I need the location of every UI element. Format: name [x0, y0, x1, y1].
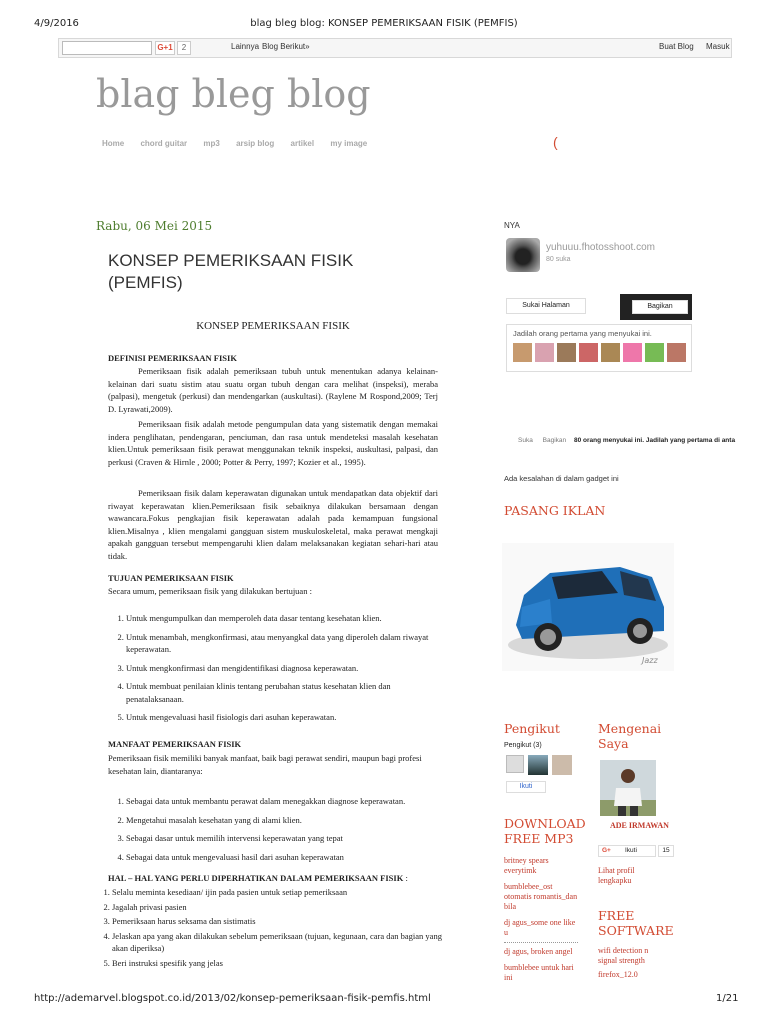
- print-page-title: blag bleg blog: KONSEP PEMERIKSAAN FISIK (PEMFIS): [250, 18, 518, 29]
- tab-my-image[interactable]: my image: [330, 139, 368, 148]
- tab-home[interactable]: Home: [102, 139, 125, 148]
- fb-strip-share[interactable]: Bagikan: [542, 437, 567, 444]
- list-item: 2. Jagalah privasi pasien: [112, 901, 454, 914]
- post-date: Rabu, 06 Mei 2015: [96, 219, 213, 233]
- follower-avatar[interactable]: [528, 755, 548, 775]
- list-item: 3. Pemeriksaan harus seksama dan sistimatis: [112, 915, 454, 928]
- fb-friend-avatars: [513, 343, 686, 362]
- friend-avatar[interactable]: [667, 343, 686, 362]
- software-link[interactable]: wifi detection n signal strength: [598, 946, 649, 965]
- list-item: 4. Jelaskan apa yang akan dilakukan sebelum pemeriksaan (tujuan, kegunaan, cara dan bagian yang akan diperiksa): [112, 930, 454, 955]
- list-item: 5. Beri instruksi spesifik yang jelas: [112, 957, 454, 970]
- sign-in-link[interactable]: Masuk: [706, 42, 730, 51]
- gplus-count: 2: [177, 41, 191, 55]
- list-item: 5. Untuk mengevaluasi hasil fisiologis dari asuhan keperawatan.: [126, 711, 438, 724]
- software-link[interactable]: firefox_12.0: [598, 970, 638, 979]
- list-item: 2. Mengetahui masalah kesehatan yang di alami klien.: [126, 814, 438, 827]
- followers-heading: Pengikut: [504, 721, 560, 736]
- follower-avatar[interactable]: [506, 755, 524, 773]
- author-follow-label: Ikuti: [625, 847, 637, 854]
- svg-text:Jazz: Jazz: [642, 656, 658, 665]
- author-name[interactable]: ADE IRMAWAN: [610, 821, 669, 830]
- print-date: 4/9/2016: [34, 18, 79, 29]
- fb-share-button[interactable]: Bagikan: [632, 300, 688, 314]
- gplus-icon: G+: [602, 847, 611, 854]
- profile-link[interactable]: Lihat profil lengkapku: [598, 866, 635, 885]
- post-title[interactable]: KONSEP PEMERIKSAAN FISIK (PEMFIS): [108, 251, 354, 292]
- about-heading: Mengenai Saya: [598, 721, 662, 751]
- author-photo[interactable]: [600, 760, 656, 816]
- download-link[interactable]: britney spears everytimk: [504, 856, 549, 875]
- free-software-list: [598, 946, 664, 980]
- create-blog-link[interactable]: Buat Blog: [659, 42, 694, 51]
- tab-extra: (: [553, 134, 558, 150]
- fb-like-page-button[interactable]: Sukai Halaman: [506, 298, 586, 314]
- print-url: http://ademarvel.blogspot.co.id/2013/02/konsep-pemeriksaan-fisik-pemfis.html: [34, 993, 431, 1004]
- hal-heading-line: [108, 872, 468, 885]
- download-link[interactable]: bumblebee_ost otomatis romantis_dan bila: [504, 882, 578, 911]
- tab-mp3[interactable]: mp3: [203, 139, 220, 148]
- list-item: 3. Untuk mengkonfirmasi dan mengidentifikasi diagnosa keperawatan.: [126, 662, 438, 675]
- fb-first-like-text: Jadilah orang pertama yang menyukai ini.: [513, 329, 652, 338]
- author-gplus-follow[interactable]: [598, 845, 656, 857]
- friend-avatar[interactable]: [623, 343, 642, 362]
- gadget-error: Ada kesalahan di dalam gadget ini: [504, 474, 619, 483]
- tujuan-list: [108, 612, 438, 730]
- list-item: 1. Untuk mengumpulkan dan memperoleh data dasar tentang kesehatan klien.: [126, 612, 438, 625]
- free-software-heading: FREE SOFTWARE: [598, 908, 674, 938]
- list-item: 3. Sebagai dasar untuk memilih intervensi keperawatan yang tepat: [126, 832, 438, 845]
- more-link[interactable]: Lainnya: [231, 42, 260, 51]
- gplus-button[interactable]: G+1: [155, 41, 175, 55]
- fb-friends-box: [506, 324, 692, 372]
- download-link[interactable]: bumblebee untuk hari ini: [504, 963, 574, 982]
- print-page-number: 1/21: [716, 993, 739, 1004]
- follower-avatars: [506, 755, 572, 775]
- fb-strip-like[interactable]: Suka: [518, 437, 533, 444]
- download-link[interactable]: dj agus, broken angel: [504, 947, 573, 956]
- fb-strip: [518, 437, 735, 444]
- friend-avatar[interactable]: [579, 343, 598, 362]
- page-tabs: [102, 139, 381, 148]
- hal-list: [94, 886, 454, 969]
- fb-page-likes: 80 suka: [546, 256, 571, 263]
- download-mp3-heading: DOWNLOAD FREE MP3: [504, 816, 586, 846]
- fb-strip-count: 80 orang menyukai ini. Jadilah yang pertama di anta: [573, 437, 736, 444]
- tab-arsip-blog[interactable]: arsip blog: [236, 139, 275, 148]
- friend-avatar[interactable]: [513, 343, 532, 362]
- car-ad-image[interactable]: [502, 543, 674, 671]
- sidebar-nya: NYA: [504, 221, 520, 230]
- followers-count: Pengikut (3): [504, 742, 542, 749]
- manfaat-intro: Pemeriksaan fisik memiliki banyak manfaat, baik bagi perawat sendiri, maupun bagi profesi kesehatan lain, diantaranya:: [108, 753, 422, 776]
- blogger-navbar: [58, 38, 732, 58]
- definition-paragraph-1: Pemeriksaan fisik adalah pemeriksaan tubuh untuk menentukan adanya kelainan-kelainan dari suatu sistim atau suatu organ tubuh dengan cara melihat (inspeksi), meraba (palpasi), mengetuk (perkusi) dan mendengarkan (auskultasi). (Raylene M Rospond,2009; Terj D. Lyrawati,2009).: [108, 366, 438, 414]
- manfaat-heading: MANFAAT PEMERIKSAAN FISIK: [108, 739, 242, 749]
- list-item: 1. Sebagai data untuk membantu perawat dalam menegakkan diagnose keperawatan.: [126, 795, 438, 808]
- download-list: [504, 856, 578, 983]
- tujuan-heading: TUJUAN PEMERIKSAAN FISIK: [108, 573, 234, 583]
- list-item: 2. Untuk menambah, mengkonfirmasi, atau menyangkal data yang diperoleh dalam riwayat keperawatan.: [126, 631, 438, 656]
- follow-button[interactable]: Ikuti: [506, 781, 546, 793]
- pasang-iklan-heading: PASANG IKLAN: [504, 503, 606, 518]
- download-link[interactable]: dj agus_some one like u: [504, 918, 578, 943]
- friend-avatar[interactable]: [557, 343, 576, 362]
- post-heading: KONSEP PEMERIKSAAN FISIK: [196, 320, 350, 332]
- friend-avatar[interactable]: [535, 343, 554, 362]
- list-item: 4. Sebagai data untuk mengevaluasi hasil dari asuhan keperawatan: [126, 851, 438, 864]
- author-follow-count: 15: [658, 845, 674, 857]
- search-input[interactable]: [62, 41, 152, 55]
- definition-heading: DEFINISI PEMERIKSAAN FISIK: [108, 353, 237, 363]
- hal-heading: HAL – HAL YANG PERLU DIPERHATIKAN DALAM PEMERIKSAAN FISIK: [108, 873, 404, 883]
- manfaat-list: [108, 795, 438, 869]
- follower-avatar[interactable]: [552, 755, 572, 775]
- blog-title[interactable]: blag bleg blog: [96, 72, 371, 116]
- definition-paragraph-2: Pemeriksaan fisik adalah metode pengumpulan data yang sistematik dengan memakai indera penglihatan, pendengaran, penciuman, dan rasa untuk mendeteksi masalah kesehatan klien.Untuk pemeriksaan fisik perawat menggunakan teknik inspeksi, auskultasi, palpasi, dan perkusi (Craven & Hirnle , 2000; Potter & Perry, 1997; Kozier et al., 1995).: [108, 419, 438, 467]
- list-item: 1. Selalu meminta kesediaan/ ijin pada pasien untuk setiap pemeriksaan: [112, 886, 454, 899]
- fb-page-name[interactable]: yuhuuu.fhotosshoot.com: [546, 242, 655, 253]
- fb-page-avatar: [506, 238, 540, 272]
- next-blog-link[interactable]: Blog Berikut»: [262, 42, 310, 51]
- tujuan-intro: Secara umum, pemeriksaan fisik yang dilakukan bertujuan :: [108, 586, 312, 596]
- hal-colon: :: [403, 873, 408, 883]
- tab-chord-guitar[interactable]: chord guitar: [140, 139, 188, 148]
- definition-paragraph-3: Pemeriksaan fisik dalam keperawatan digunakan untuk mendapatkan data objektif dari riwayat keperawatan klien.Pemeriksaan fisik sebaiknya dilakukan bersamaan dengan wawancara.Fokus pengkajian fisik keperawatan adalah pada kemampuan fungsional klien.Misalnya , klien mengalami gangguan sistem muskuloskeletal, maka perawat mengkaji apakah gangguan tersebut mempengaruhi klien dalam melaksanakan kegiatan sehari-hari atau tidak.: [108, 488, 438, 561]
- friend-avatar[interactable]: [601, 343, 620, 362]
- tab-artikel[interactable]: artikel: [290, 139, 315, 148]
- list-item: 4. Untuk membuat penilaian klinis tentang perubahan status kesehatan klien dan penatalaksanaan.: [126, 680, 438, 705]
- friend-avatar[interactable]: [645, 343, 664, 362]
